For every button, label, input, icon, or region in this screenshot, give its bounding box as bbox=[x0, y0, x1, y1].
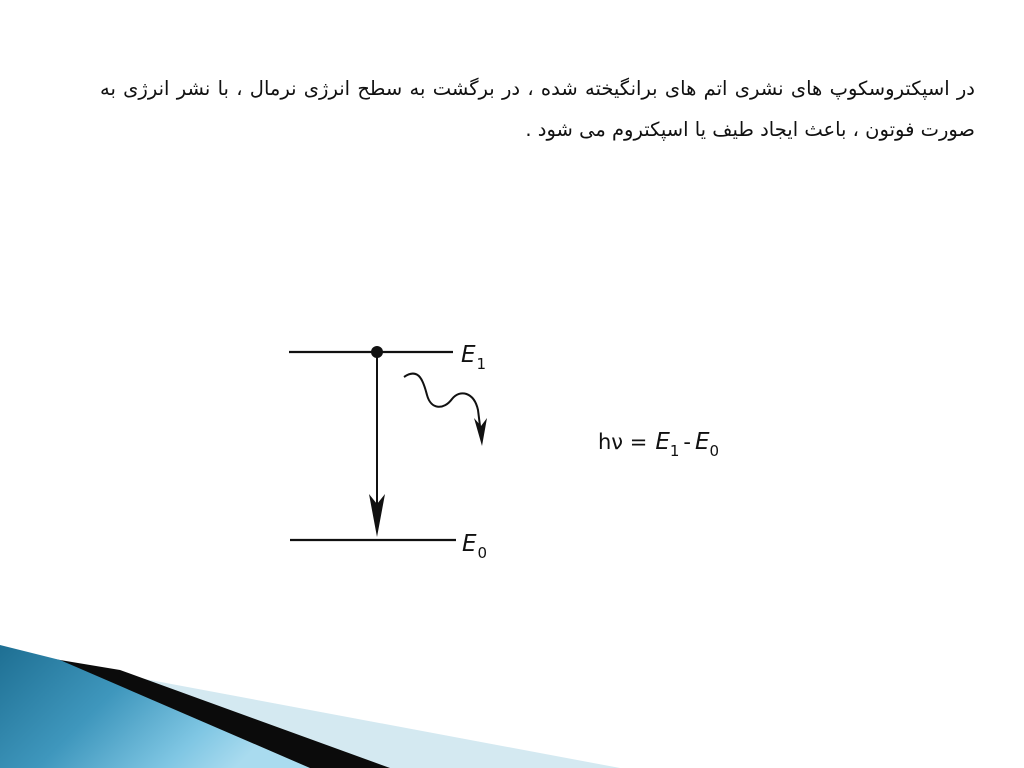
upper-level-label: $E_1$ bbox=[461, 342, 487, 373]
lower-level-label: $E_0$ bbox=[462, 531, 488, 562]
photon-wave bbox=[404, 374, 480, 426]
slide-paragraph: در اسپکتروسکوپ های نشری اتم های برانگیخته شده ، در برگشت به سطح انرژی نرمال ، با نشر انرژی به صورت فوتون ، باعث ایجاد طیف یا اسپکتروم می شود . bbox=[100, 77, 975, 141]
photon-energy-equation: $h\nu = E_1 - E_0$ bbox=[598, 429, 720, 460]
